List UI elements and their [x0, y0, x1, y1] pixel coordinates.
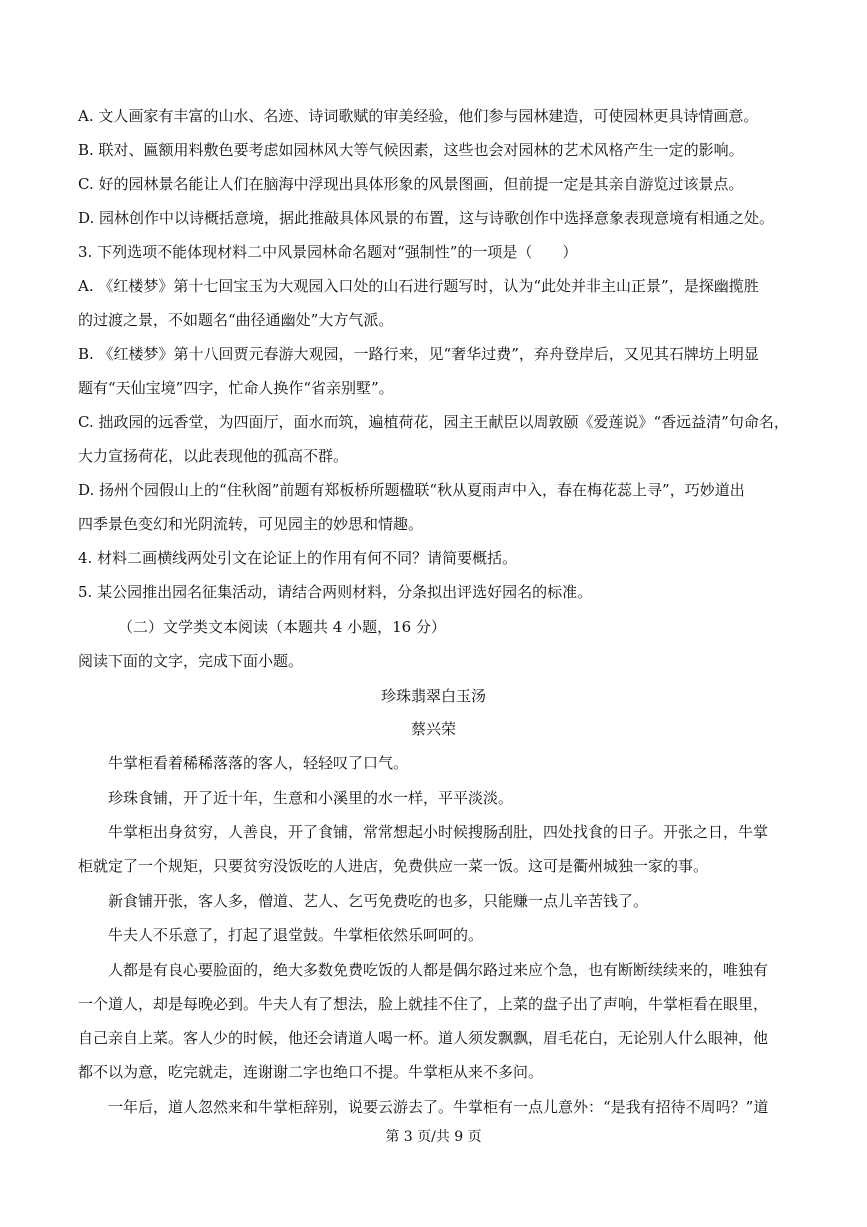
- story-paragraph-cont: 一个道人，却是每晚必到。牛夫人有了想法，脸上就挂不住了，上菜的盘子出了声响，牛掌柜看在眼里，: [78, 995, 769, 1013]
- story-title: 珍珠翡翠白玉汤: [380, 687, 486, 705]
- q3-option-b-line1: B. 《红楼梦》第十八回贾元春游大观园，一路行来，见“奢华过费”，弃舟登岸后，又见其石牌坊上明显: [78, 345, 759, 363]
- reading-instruction: 阅读下面的文字，完成下面小题。: [78, 652, 304, 670]
- story-paragraph-cont: 自己亲自上菜。客人少的时候，他还会请道人喝一杯。道人须发飘飘，眉毛花白，无论别人什么眼神，他: [78, 1029, 769, 1047]
- story-paragraph: 牛掌柜出身贫穷，人善良，开了食铺，常常想起小时候搜肠刮肚，四处找食的日子。开张之日，牛掌: [108, 823, 769, 841]
- q2-option-a: A. 文人画家有丰富的山水、名迹、诗词歌赋的审美经验，他们参与园林建造，可使园林更具诗情画意。: [78, 107, 759, 125]
- story-paragraph: 一年后，道人忽然来和牛掌柜辞别，说要云游去了。牛掌柜有一点儿意外：“是我有招待不周吗？”道: [108, 1098, 769, 1116]
- q3-option-d-line2: 四季景色变幻和光阴流转，可见园主的妙思和情趣。: [78, 515, 424, 533]
- q3-option-c-line2: 大力宣扬荷花，以此表现他的孤高不群。: [78, 447, 349, 465]
- q2-option-b: B. 联对、匾额用料敷色要考虑如园林风大等气候因素，这些也会对园林的艺术风格产生一定的影响。: [78, 141, 744, 159]
- question-4: 4. 材料二画横线两处引文在论证上的作用有何不同？请简要概括。: [78, 549, 518, 567]
- story-paragraph: 人都是有良心要脸面的，绝大多数免费吃饭的人都是偶尔路过来应个急，也有断断续续来的，唯独有: [108, 961, 769, 979]
- page-footer: 第 3 页/共 9 页: [385, 1129, 482, 1145]
- story-paragraph: 珍珠食铺，开了近十年，生意和小溪里的水一样，平平淡淡。: [108, 789, 514, 807]
- question-3: 3. 下列选项不能体现材料二中风景园林命名题对“强制性”的一项是（ ）: [78, 243, 578, 261]
- q2-option-d: D. 园林创作中以诗概括意境，据此推敲具体风景的布置，这与诗歌创作中选择意象表现意境有相通之处。: [78, 209, 775, 227]
- story-paragraph: 牛掌柜看着稀稀落落的客人，轻轻叹了口气。: [108, 754, 409, 772]
- q3-option-b-line2: 题有“天仙宝境”四字，忙命人换作“省亲别墅”。: [78, 379, 394, 397]
- story-author: 蔡兴荣: [410, 720, 456, 738]
- q3-option-c-line1: C. 拙政园的远香堂，为四面厅，面水而筑，遍植荷花，园主王献臣以周敦颐《爱莲说》“香远益清”句命名，: [78, 413, 789, 431]
- q3-option-d-line1: D. 扬州个园假山上的“住秋阁”前题有郑板桥所题楹联“秋从夏雨声中入，春在梅花蕊上寻”，巧妙道出: [78, 481, 745, 499]
- story-paragraph: 牛夫人不乐意了，打起了退堂鼓。牛掌柜依然乐呵呵的。: [108, 926, 484, 944]
- story-paragraph-cont: 都不以为意，吃完就走，连谢谢二字也绝口不提。牛掌柜从来不多问。: [78, 1063, 544, 1081]
- story-paragraph: 新食铺开张，客人多，僧道、艺人、乞丐免费吃的也多，只能赚一点儿辛苦钱了。: [108, 892, 649, 910]
- story-paragraph-cont: 柜就定了一个规矩，只要贫穷没饭吃的人进店，免费供应一菜一饭。这可是衢州城独一家的事。: [78, 857, 709, 875]
- q3-option-a-line2: 的过渡之景，不如题名“曲径通幽处”大方气派。: [78, 311, 394, 329]
- q3-option-a-line1: A. 《红楼梦》第十七回宝玉为大观园入口处的山石进行题写时，认为“此处并非主山正景”，是探幽揽胜: [78, 277, 759, 295]
- q2-option-c: C. 好的园林景名能让人们在脑海中浮现出具体形象的风景图画，但前提一定是其亲自游览过该景点。: [78, 175, 744, 193]
- section-heading: （二）文学类文本阅读（本题共 4 小题，16 分）: [118, 618, 446, 636]
- question-5: 5. 某公园推出园名征集活动，请结合两则材料，分条拟出评选好园名的标准。: [78, 583, 593, 601]
